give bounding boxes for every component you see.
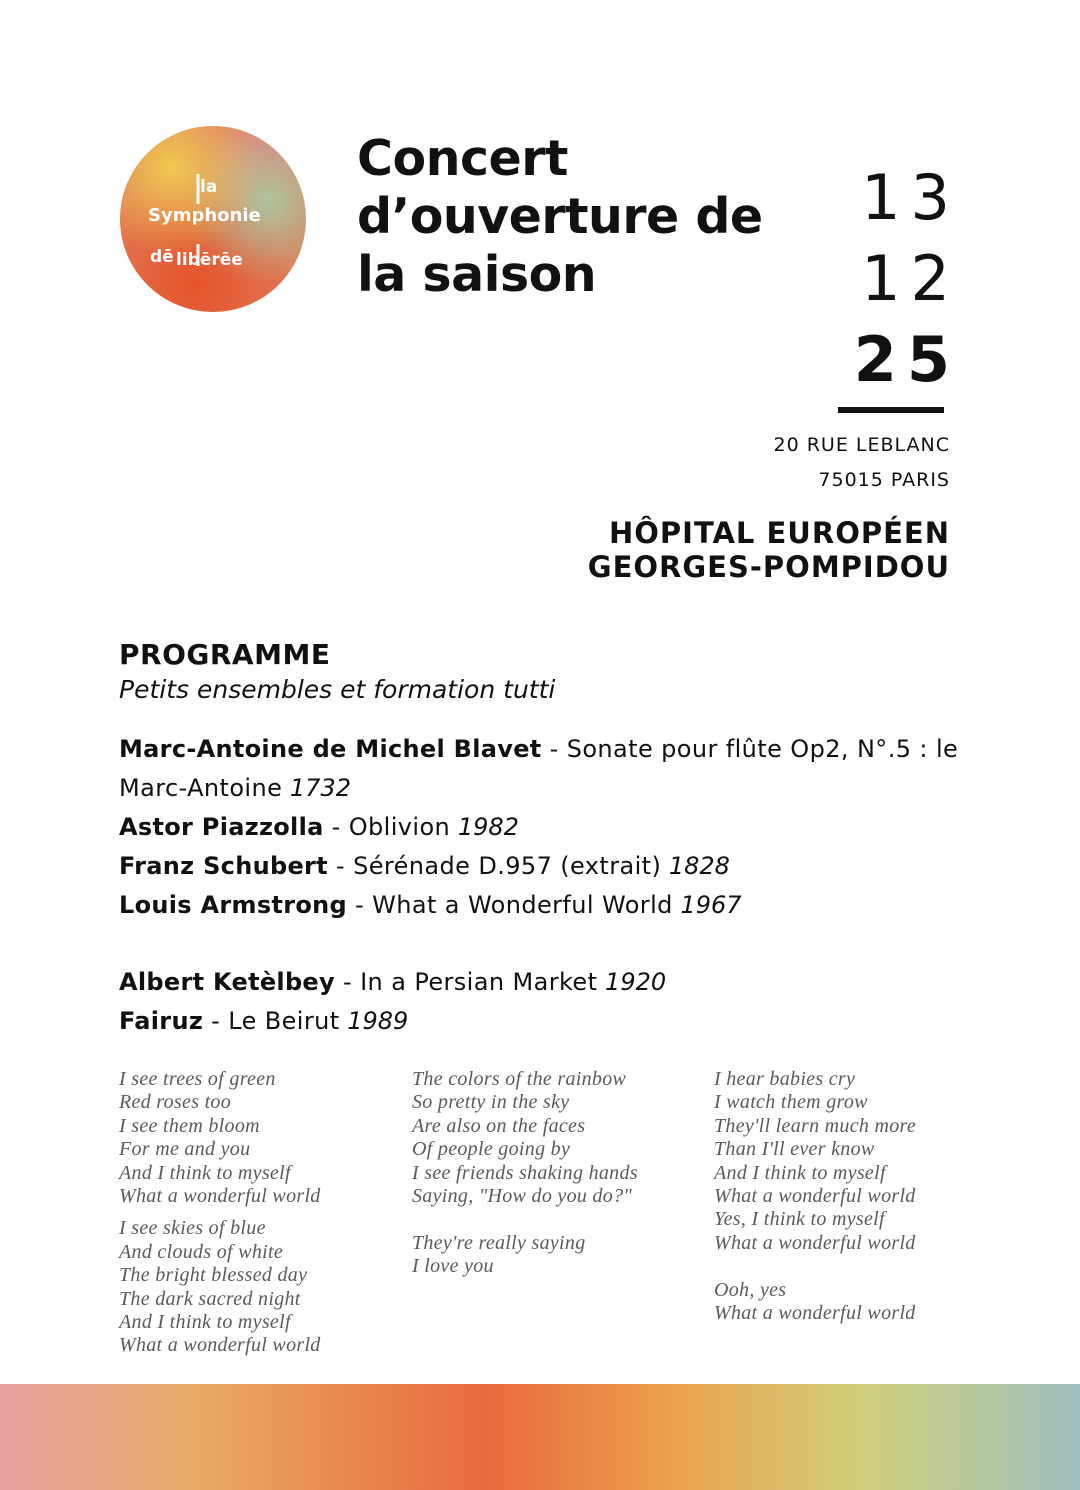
- work-composer: Albert Ketèlbey: [119, 968, 335, 996]
- stanza-gap: [412, 1208, 638, 1231]
- work-piece: Oblivion: [348, 813, 451, 841]
- work-separator: -: [334, 968, 361, 996]
- work-composer: Franz Schubert: [119, 852, 328, 880]
- lyric-line: I watch them grow: [714, 1091, 868, 1114]
- work-year: 1982: [457, 813, 519, 841]
- work-separator: -: [323, 813, 349, 841]
- work-item: [119, 1002, 999, 1041]
- title-line: d’ouverture de: [357, 188, 763, 245]
- work-piece: In a Persian Market: [360, 968, 598, 996]
- lyric-line: What a wonderful world: [714, 1231, 916, 1254]
- lyrics-column-3: [714, 1068, 916, 1325]
- work-year: 1732: [289, 774, 351, 802]
- title-line: Concert: [357, 130, 568, 187]
- lyric-line: And clouds of white: [119, 1240, 284, 1263]
- work-year: 1967: [680, 891, 742, 919]
- work-composer: Louis Armstrong: [119, 891, 347, 919]
- lyric-line: Red roses too: [119, 1091, 232, 1114]
- lyric-line: What a wonderful world: [714, 1184, 916, 1207]
- address-street: 20 RUE LEBLANC: [773, 434, 950, 456]
- lyric-line: The dark sacred night: [119, 1287, 301, 1310]
- lyric-line: I see trees of green: [119, 1068, 276, 1090]
- lyric-line: So pretty in the sky: [412, 1091, 570, 1114]
- work-piece: What a Wonderful World: [372, 891, 673, 919]
- work-composer: Astor Piazzolla: [119, 813, 324, 841]
- lyric-line: What a wonderful world: [119, 1334, 321, 1357]
- lyric-line: And I think to myself: [119, 1161, 291, 1184]
- work-year: 1989: [347, 1007, 409, 1035]
- lyric-line: Are also on the faces: [412, 1114, 586, 1137]
- work-composer: Fairuz: [119, 1007, 204, 1035]
- works-spacer: [119, 925, 999, 963]
- work-item: [119, 847, 999, 886]
- logo-text-liberee: libērēe: [176, 250, 243, 270]
- lyric-line: I love you: [412, 1255, 494, 1278]
- programme-heading: PROGRAMME: [119, 638, 331, 671]
- stanza-gap: [119, 1208, 321, 1217]
- programme-subtitle: Petits ensembles et formation tutti: [119, 675, 556, 704]
- logo: [120, 126, 306, 312]
- lyric-line: They'll learn much more: [714, 1114, 917, 1137]
- address-city: 75015 PARIS: [818, 469, 950, 491]
- title-line: la saison: [357, 246, 597, 303]
- logo-wordmark: [120, 126, 306, 312]
- date-month: 12: [861, 242, 960, 315]
- date-year: 25: [853, 323, 960, 396]
- logo-text-de: dē: [150, 247, 174, 267]
- lyric-line: For me and you: [119, 1138, 251, 1161]
- work-separator: -: [541, 735, 567, 763]
- lyric-line: And I think to myself: [714, 1161, 886, 1184]
- venue-line: GEORGES-POMPIDOU: [587, 550, 950, 584]
- work-item: [119, 886, 999, 925]
- work-separator: -: [327, 852, 354, 880]
- lyric-line: I see skies of blue: [119, 1217, 266, 1240]
- lyrics-column-1: [119, 1068, 321, 1358]
- work-composer: Marc-Antoine de Michel Blavet: [119, 735, 542, 763]
- lyric-line: Ooh, yes: [714, 1278, 787, 1301]
- works-list: [119, 730, 999, 1041]
- work-piece: Sonate pour flûte Op2, N°.5 : le Marc-Antoine: [119, 735, 959, 802]
- lyric-line: Saying, "How do you do?": [412, 1184, 633, 1207]
- lyric-line: And I think to myself: [119, 1310, 291, 1333]
- lyric-line: I see friends shaking hands: [412, 1161, 638, 1184]
- lyric-line: The bright blessed day: [119, 1264, 308, 1287]
- work-item: [119, 963, 999, 1002]
- stanza-gap: [714, 1255, 916, 1278]
- logo-text-la: la: [200, 177, 218, 197]
- venue-name: [588, 516, 950, 584]
- date-day: 13: [861, 161, 960, 234]
- lyric-line: They're really saying: [412, 1231, 586, 1254]
- lyric-line: Of people going by: [412, 1138, 571, 1161]
- lyrics-column-2: [412, 1068, 638, 1279]
- work-item: [119, 808, 999, 847]
- event-title: [357, 130, 777, 304]
- work-piece: Le Beirut: [228, 1007, 340, 1035]
- lyric-line: The colors of the rainbow: [412, 1068, 627, 1090]
- work-item: [119, 730, 999, 808]
- work-year: 1828: [668, 852, 730, 880]
- venue-line: HÔPITAL EUROPÉEN: [608, 516, 950, 550]
- work-piece: Sérénade D.957 (extrait): [353, 852, 662, 880]
- date-underline: [838, 407, 944, 413]
- lyric-line: Than I'll ever know: [714, 1138, 875, 1161]
- lyric-line: Yes, I think to myself: [714, 1208, 885, 1231]
- logo-text-symphonie: Symphonie: [148, 205, 261, 226]
- bottom-gradient-band: [0, 1384, 1080, 1490]
- lyric-line: I see them bloom: [119, 1114, 260, 1137]
- work-separator: -: [203, 1007, 229, 1035]
- lyric-line: I hear babies cry: [714, 1068, 856, 1090]
- work-separator: -: [347, 891, 373, 919]
- work-year: 1920: [605, 968, 667, 996]
- lyric-line: What a wonderful world: [119, 1184, 321, 1207]
- lyric-line: What a wonderful world: [714, 1301, 916, 1324]
